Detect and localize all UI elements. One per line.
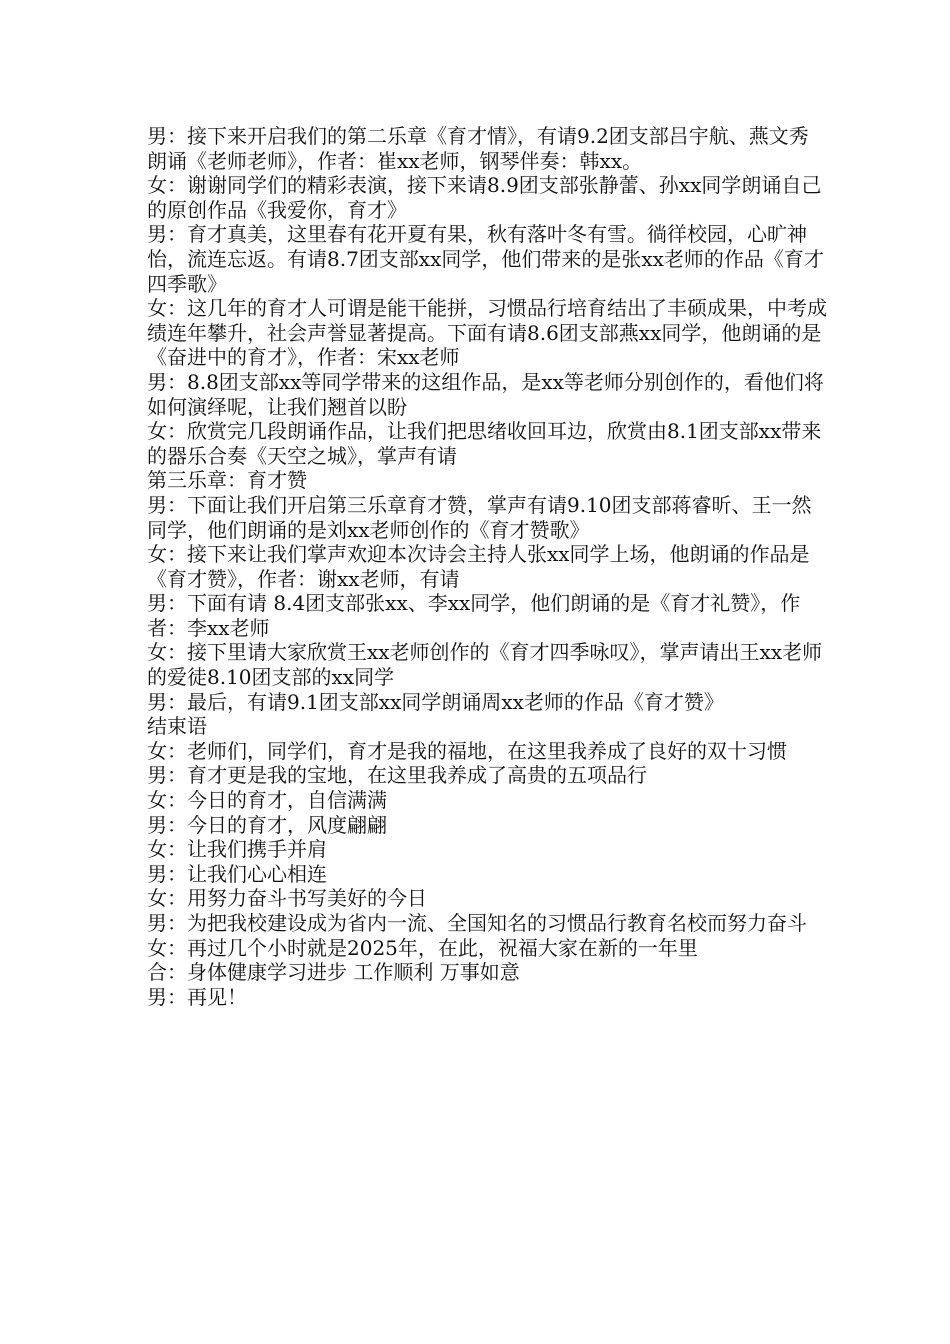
- paragraph: 女：谢谢同学们的精彩表演，接下来请8.9团支部张静蕾、孙xx同学朗诵自己的原创作品《我爱你，育才》: [147, 173, 822, 222]
- paragraph: 女：欣赏完几段朗诵作品，让我们把思绪收回耳边，欣赏由8.1团支部xx带来的器乐合奏《天空之城》，掌声有请: [147, 419, 822, 468]
- paragraph: 男：再见！: [147, 984, 247, 1009]
- paragraph: 女：这几年的育才人可谓是能干能拼，习惯品行培育结出了丰硕成果，中考成绩连年攀升，社会声誉显著提高。下面有请8.6团支部燕xx同学，他朗诵的是《奋进中的育才》，作者：宋xx老师: [147, 296, 827, 370]
- paragraph: 男：下面有请 8.4团支部张xx、李xx同学，他们朗诵的是《育才礼赞》，作者：李xx老师: [147, 591, 801, 640]
- paragraph: 男：8.8团支部xx等同学带来的这组作品，是xx等老师分别创作的，看他们将如何演绎呢，让我们翘首以盼: [147, 369, 824, 419]
- paragraph: 男：接下来开启我们的第二乐章《育才情》，有请9.2团支部吕宇航、燕文秀朗诵《老师老师》，作者：崔xx老师，钢琴伴奏：韩xx。: [147, 124, 809, 173]
- paragraph: 男：下面让我们开启第三乐章育才赞，掌声有请9.10团支部蒋睿昕、王一然同学，他们朗诵的是刘xx老师创作的《育才赞歌》: [147, 492, 812, 542]
- paragraph: 男：让我们心心相连: [147, 861, 327, 886]
- paragraph: 女：用努力奋斗书写美好的今日: [147, 886, 427, 911]
- paragraph: 男：最后，有请9.1团支部xx同学朗诵周xx老师的作品《育才赞》: [147, 689, 724, 714]
- paragraph: 男：育才更是我的宝地，在这里我养成了高贵的五项品行: [147, 763, 647, 788]
- paragraph: 女：再过几个小时就是2025年，在此，祝福大家在新的一年里: [147, 935, 698, 960]
- document-body: [147, 124, 827, 1009]
- section-heading: 结束语: [147, 714, 207, 739]
- section-heading: 第三乐章：育才赞: [147, 468, 307, 493]
- paragraph: 女：接下来让我们掌声欢迎本次诗会主持人张xx同学上场，他朗诵的作品是《育才赞》，作者：谢xx老师，有请: [147, 542, 810, 591]
- paragraph: 男：为把我校建设成为省内一流、全国知名的习惯品行教育名校而努力奋斗: [147, 911, 807, 935]
- paragraph: 女：让我们携手并肩: [147, 837, 327, 862]
- paragraph: 女：接下里请大家欣赏王xx老师创作的《育才四季咏叹》，掌声请出王xx老师的爱徒8.10团支部的xx同学: [147, 640, 823, 690]
- paragraph: 男：今日的育才，风度翩翩: [147, 812, 387, 837]
- paragraph: 男：育才真美，这里春有花开夏有果，秋有落叶冬有雪。徜徉校园，心旷神怡，流连忘返。有请8.7团支部xx同学，他们带来的是张xx老师的作品《育才四季歌》: [147, 222, 824, 296]
- paragraph: 女：今日的育才，自信满满: [147, 788, 387, 813]
- paragraph: 合：身体健康学习进步 工作顺利 万事如意: [147, 960, 520, 985]
- paragraph: 女：老师们，同学们，育才是我的福地，在这里我养成了良好的双十习惯: [147, 738, 787, 763]
